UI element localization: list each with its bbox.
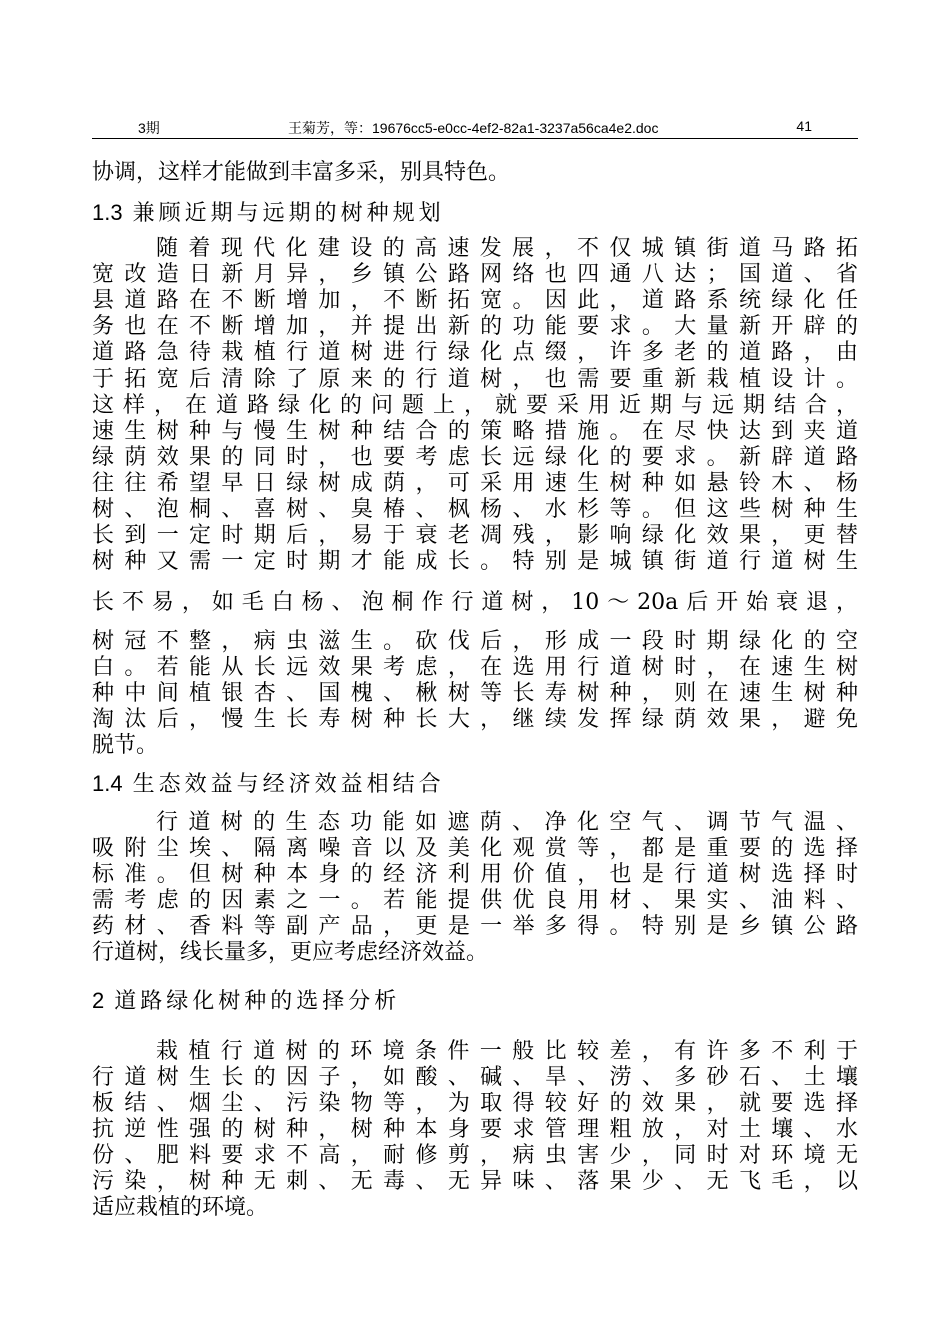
paragraph-line: 吸附尘埃、隔离噪音以及美化观赏等，都是重要的选择 (92, 836, 858, 861)
paragraph-line: 长到一定时期后，易于衰老凋残，影响绿化效果，更替 (92, 523, 858, 548)
paragraph-line: 适应栽植的环境。 (92, 1195, 269, 1220)
paragraph-line: 需考虑的因素之一。若能提供优良用材、果实、油料、 (92, 888, 858, 913)
section-number: 1.3 (92, 200, 123, 225)
paragraph-line: 树冠不整，病虫滋生。砍伐后，形成一段时期绿化的空 (92, 629, 858, 654)
paragraph-line: 务也在不断增加，并提出新的功能要求。大量新开辟的 (92, 314, 858, 339)
paragraph-line: 协调，这样才能做到丰富多采，别具特色。 (92, 160, 511, 185)
paragraph-line: 宽改造日新月异，乡镇公路网络也四通八达；国道、省 (92, 262, 858, 287)
paragraph-line: 随着现代化建设的高速发展，不仅城镇街道马路拓 (156, 236, 858, 261)
paragraph-line: 于拓宽后清除了原来的行道树，也需要重新栽植设计。 (92, 367, 858, 392)
paragraph-line: 县道路在不断增加，不断拓宽。因此，道路系统绿化任 (92, 288, 858, 313)
paragraph-line: 这样，在道路绿化的问题上，就要采用近期与远期结合， (92, 393, 858, 418)
header-authors-file: 王菊芳，等：19676cc5-e0cc-4ef2-82a1-3237a56ca4e2.doc (288, 120, 659, 136)
section-heading-2 (92, 987, 400, 1015)
paragraph-line: 脱节。 (92, 733, 159, 758)
paragraph-line: 行道树生长的因子，如酸、碱、旱、涝、多砂石、土壤 (92, 1065, 858, 1090)
paragraph-line: 标准。但树种本身的经济利用价值，也是行道树选择时 (92, 862, 858, 887)
section-title: 道路绿化树种的选择分析 (114, 989, 401, 1014)
page-number: 41 (796, 118, 812, 134)
paragraph-line: 药材、香料等副产品，更是一举多得。特别是乡镇公路 (92, 914, 858, 939)
section-number: 1.4 (92, 771, 123, 796)
section-heading-1-4 (92, 770, 445, 798)
paragraph-line: 行道树，线长量多，更应考虑经济效益。 (92, 940, 489, 965)
section-title: 生态效益与经济效益相结合 (132, 772, 445, 797)
paragraph-line: 污染，树种无刺、无毒、无异味、落果少、无飞毛，以 (92, 1169, 858, 1194)
paragraph-line: 抗逆性强的树种，树种本身要求管理粗放，对土壤、水 (92, 1117, 858, 1142)
paragraph-line: 栽植行道树的环境条件一般比较差，有许多不利于 (156, 1039, 858, 1064)
paragraph-line: 淘汰后，慢生长寿树种长大，继续发挥绿荫效果，避免 (92, 707, 858, 732)
paragraph-line: 树种又需一定时期才能成长。特别是城镇街道行道树生 (92, 549, 858, 574)
paragraph-line: 往往希望早日绿树成荫，可采用速生树种如悬铃木、杨 (92, 471, 858, 496)
issue-label: 3期 (138, 120, 160, 136)
paragraph-line: 白。若能从长远效果考虑，在选用行道树时，在速生树 (92, 655, 858, 680)
paragraph-line: 道路急待栽植行道树进行绿化点缀，许多老的道路，由 (92, 340, 858, 365)
section-title: 兼顾近期与远期的树种规划 (132, 201, 445, 226)
paragraph-line: 份、肥料要求不高，耐修剪，病虫害少，同时对环境无 (92, 1143, 858, 1168)
running-header (92, 118, 858, 139)
paragraph-line: 种中间植银杏、国槐、楸树等长寿树种，则在速生树种 (92, 681, 858, 706)
paragraph-line: 行道树的生态功能如遮荫、净化空气、调节气温、 (156, 810, 858, 835)
paragraph-line: 长不易，如毛白杨、泡桐作行道树，10～20a后开始衰退， (92, 590, 858, 615)
section-number: 2 (92, 988, 105, 1013)
paragraph-line: 板结、烟尘、污染物等，为取得较好的效果，就要选择 (92, 1091, 858, 1116)
paragraph-line: 绿荫效果的同时，也要考虑长远绿化的要求。新辟道路 (92, 445, 858, 470)
paragraph-line: 速生树种与慢生树种结合的策略措施。在尽快达到夹道 (92, 419, 858, 444)
paragraph-line: 树、泡桐、喜树、臭椿、枫杨、水杉等。但这些树种生 (92, 497, 858, 522)
section-heading-1-3 (92, 199, 445, 227)
